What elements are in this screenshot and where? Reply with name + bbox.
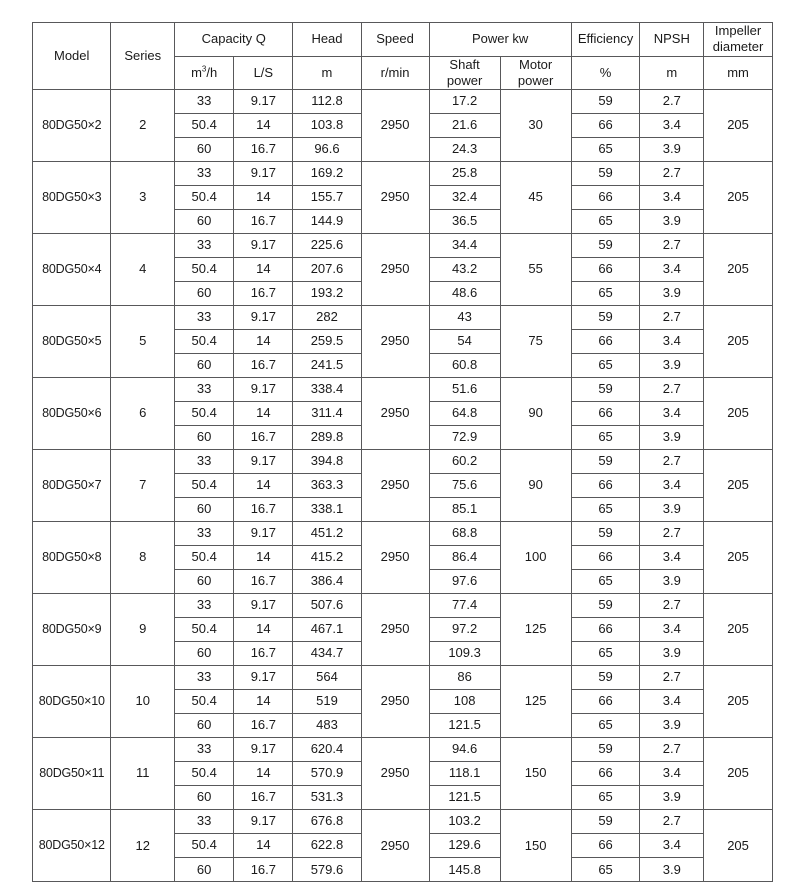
cell-efficiency: 59 [571, 594, 640, 618]
cell-model: 80DG50×8 [33, 522, 111, 594]
cell-npsh: 3.9 [640, 354, 704, 378]
cell-capacity-m3h: 33 [175, 810, 234, 834]
table-row [33, 810, 773, 834]
cell-shaft-power: 60.8 [429, 354, 500, 378]
cell-capacity-ls: 16.7 [234, 426, 293, 450]
cell-speed: 2950 [361, 162, 429, 234]
cell-efficiency: 59 [571, 738, 640, 762]
column-header-efficiency: Efficiency [571, 23, 640, 57]
cell-model: 80DG50×5 [33, 306, 111, 378]
cell-capacity-ls: 16.7 [234, 786, 293, 810]
cell-efficiency: 66 [571, 618, 640, 642]
cell-head: 451.2 [293, 522, 361, 546]
cell-shaft-power: 72.9 [429, 426, 500, 450]
cell-impeller-diameter: 205 [704, 450, 773, 522]
cell-capacity-ls: 16.7 [234, 138, 293, 162]
cell-npsh: 2.7 [640, 810, 704, 834]
cell-capacity-ls: 9.17 [234, 378, 293, 402]
motor-line-1: Motor [519, 56, 553, 72]
table-row [33, 90, 773, 114]
table-row [33, 594, 773, 618]
cell-efficiency: 66 [571, 546, 640, 570]
cell-efficiency: 65 [571, 498, 640, 522]
cell-capacity-ls: 9.17 [234, 234, 293, 258]
cell-efficiency: 59 [571, 666, 640, 690]
cell-shaft-power: 75.6 [429, 474, 500, 498]
cell-npsh: 3.4 [640, 618, 704, 642]
cell-motor-power: 45 [500, 162, 571, 234]
table-row [33, 306, 773, 330]
cell-model: 80DG50×9 [33, 594, 111, 666]
cell-npsh: 2.7 [640, 234, 704, 258]
cell-capacity-m3h: 33 [175, 306, 234, 330]
cell-efficiency: 66 [571, 834, 640, 858]
cell-capacity-ls: 14 [234, 186, 293, 210]
cell-efficiency: 59 [571, 378, 640, 402]
cell-head: 259.5 [293, 330, 361, 354]
impeller-line-2: diameter [712, 39, 764, 55]
cell-capacity-m3h: 50.4 [175, 114, 234, 138]
cell-shaft-power: 43.2 [429, 258, 500, 282]
cell-series: 12 [111, 810, 175, 882]
cell-capacity-ls: 16.7 [234, 570, 293, 594]
cell-capacity-m3h: 33 [175, 594, 234, 618]
cell-head: 507.6 [293, 594, 361, 618]
cell-npsh: 2.7 [640, 162, 704, 186]
cell-impeller-diameter: 205 [704, 522, 773, 594]
cell-head: 96.6 [293, 138, 361, 162]
cell-efficiency: 66 [571, 474, 640, 498]
cell-shaft-power: 34.4 [429, 234, 500, 258]
cell-impeller-diameter: 205 [704, 738, 773, 810]
cell-shaft-power: 25.8 [429, 162, 500, 186]
cell-capacity-m3h: 50.4 [175, 402, 234, 426]
cell-impeller-diameter: 205 [704, 810, 773, 882]
cell-head: 338.1 [293, 498, 361, 522]
cell-head: 386.4 [293, 570, 361, 594]
cell-shaft-power: 121.5 [429, 714, 500, 738]
cell-impeller-diameter: 205 [704, 666, 773, 738]
cell-shaft-power: 103.2 [429, 810, 500, 834]
cell-npsh: 3.4 [640, 114, 704, 138]
cell-shaft-power: 43 [429, 306, 500, 330]
cell-capacity-ls: 14 [234, 834, 293, 858]
cell-shaft-power: 86.4 [429, 546, 500, 570]
cell-efficiency: 65 [571, 786, 640, 810]
cell-head: 144.9 [293, 210, 361, 234]
cell-speed: 2950 [361, 738, 429, 810]
cell-head: 531.3 [293, 786, 361, 810]
column-header-npsh: NPSH [640, 23, 704, 57]
cell-head: 241.5 [293, 354, 361, 378]
cell-motor-power: 125 [500, 666, 571, 738]
cell-motor-power: 100 [500, 522, 571, 594]
cell-head: 620.4 [293, 738, 361, 762]
cell-head: 282 [293, 306, 361, 330]
table-row [33, 522, 773, 546]
cell-shaft-power: 86 [429, 666, 500, 690]
cell-series: 9 [111, 594, 175, 666]
table-row [33, 234, 773, 258]
cell-motor-power: 55 [500, 234, 571, 306]
cell-efficiency: 66 [571, 114, 640, 138]
cell-head: 207.6 [293, 258, 361, 282]
cell-model: 80DG50×3 [33, 162, 111, 234]
cell-head: 103.8 [293, 114, 361, 138]
cell-capacity-ls: 16.7 [234, 858, 293, 882]
cell-capacity-ls: 16.7 [234, 210, 293, 234]
cell-capacity-m3h: 50.4 [175, 618, 234, 642]
cell-capacity-ls: 16.7 [234, 714, 293, 738]
cell-capacity-m3h: 33 [175, 234, 234, 258]
cell-shaft-power: 97.2 [429, 618, 500, 642]
cell-motor-power: 125 [500, 594, 571, 666]
cell-efficiency: 66 [571, 762, 640, 786]
cell-efficiency: 65 [571, 282, 640, 306]
cell-capacity-m3h: 60 [175, 858, 234, 882]
cell-npsh: 2.7 [640, 450, 704, 474]
cell-head: 564 [293, 666, 361, 690]
column-header-npsh-unit: m [640, 56, 704, 90]
cell-npsh: 2.7 [640, 90, 704, 114]
unit-superscript-3: 3 [201, 64, 207, 74]
cell-shaft-power: 108 [429, 690, 500, 714]
cell-speed: 2950 [361, 378, 429, 450]
cell-efficiency: 59 [571, 90, 640, 114]
cell-series: 2 [111, 90, 175, 162]
cell-efficiency: 59 [571, 522, 640, 546]
cell-speed: 2950 [361, 810, 429, 882]
cell-npsh: 3.9 [640, 642, 704, 666]
cell-capacity-m3h: 60 [175, 642, 234, 666]
cell-capacity-m3h: 60 [175, 354, 234, 378]
cell-npsh: 2.7 [640, 594, 704, 618]
cell-impeller-diameter: 205 [704, 162, 773, 234]
cell-model: 80DG50×12 [33, 810, 111, 882]
cell-shaft-power: 17.2 [429, 90, 500, 114]
cell-shaft-power: 21.6 [429, 114, 500, 138]
cell-npsh: 3.4 [640, 546, 704, 570]
cell-capacity-ls: 9.17 [234, 594, 293, 618]
cell-shaft-power: 85.1 [429, 498, 500, 522]
cell-model: 80DG50×6 [33, 378, 111, 450]
shaft-line-1: Shaft [449, 56, 480, 72]
table-row [33, 666, 773, 690]
cell-shaft-power: 94.6 [429, 738, 500, 762]
pump-specification-table [32, 22, 773, 882]
cell-efficiency: 65 [571, 858, 640, 882]
cell-speed: 2950 [361, 594, 429, 666]
cell-series: 4 [111, 234, 175, 306]
cell-capacity-m3h: 60 [175, 282, 234, 306]
cell-model: 80DG50×2 [33, 90, 111, 162]
cell-motor-power: 150 [500, 738, 571, 810]
cell-model: 80DG50×7 [33, 450, 111, 522]
cell-capacity-ls: 9.17 [234, 666, 293, 690]
cell-capacity-ls: 14 [234, 474, 293, 498]
column-header-capacity: Capacity Q [175, 23, 293, 57]
cell-shaft-power: 60.2 [429, 450, 500, 474]
cell-motor-power: 75 [500, 306, 571, 378]
cell-model: 80DG50×4 [33, 234, 111, 306]
cell-speed: 2950 [361, 306, 429, 378]
cell-speed: 2950 [361, 666, 429, 738]
cell-npsh: 2.7 [640, 378, 704, 402]
cell-capacity-ls: 9.17 [234, 162, 293, 186]
table-row [33, 450, 773, 474]
cell-capacity-m3h: 60 [175, 714, 234, 738]
cell-head: 467.1 [293, 618, 361, 642]
cell-motor-power: 90 [500, 450, 571, 522]
cell-npsh: 3.9 [640, 786, 704, 810]
cell-efficiency: 65 [571, 354, 640, 378]
cell-capacity-ls: 14 [234, 618, 293, 642]
cell-head: 434.7 [293, 642, 361, 666]
cell-head: 169.2 [293, 162, 361, 186]
column-header-series: Series [111, 23, 175, 90]
cell-capacity-ls: 14 [234, 402, 293, 426]
cell-capacity-m3h: 60 [175, 498, 234, 522]
cell-capacity-ls: 14 [234, 546, 293, 570]
cell-npsh: 3.4 [640, 402, 704, 426]
cell-efficiency: 59 [571, 450, 640, 474]
cell-shaft-power: 77.4 [429, 594, 500, 618]
cell-capacity-m3h: 33 [175, 522, 234, 546]
cell-capacity-m3h: 50.4 [175, 762, 234, 786]
column-header-impeller [704, 23, 773, 57]
cell-npsh: 3.4 [640, 330, 704, 354]
cell-capacity-ls: 9.17 [234, 90, 293, 114]
cell-npsh: 3.4 [640, 186, 704, 210]
cell-npsh: 3.9 [640, 138, 704, 162]
cell-npsh: 3.4 [640, 762, 704, 786]
cell-efficiency: 65 [571, 426, 640, 450]
cell-speed: 2950 [361, 522, 429, 594]
cell-efficiency: 66 [571, 402, 640, 426]
cell-shaft-power: 24.3 [429, 138, 500, 162]
column-header-impeller-unit: mm [704, 56, 773, 90]
cell-shaft-power: 68.8 [429, 522, 500, 546]
cell-capacity-ls: 9.17 [234, 738, 293, 762]
cell-capacity-ls: 14 [234, 258, 293, 282]
cell-capacity-ls: 16.7 [234, 282, 293, 306]
cell-efficiency: 65 [571, 714, 640, 738]
cell-head: 676.8 [293, 810, 361, 834]
cell-efficiency: 59 [571, 234, 640, 258]
cell-series: 11 [111, 738, 175, 810]
unit-per-hour: /h [206, 64, 218, 80]
cell-npsh: 2.7 [640, 738, 704, 762]
cell-speed: 2950 [361, 450, 429, 522]
column-header-efficiency-unit: % [571, 56, 640, 90]
column-header-head-unit: m [293, 56, 361, 90]
cell-npsh: 3.9 [640, 858, 704, 882]
cell-efficiency: 59 [571, 162, 640, 186]
table-body [33, 90, 773, 882]
unit-m: m [191, 64, 202, 80]
cell-capacity-ls: 14 [234, 114, 293, 138]
cell-efficiency: 66 [571, 186, 640, 210]
table-header [33, 23, 773, 90]
column-header-shaft-power [429, 56, 500, 90]
cell-npsh: 3.9 [640, 426, 704, 450]
cell-shaft-power: 109.3 [429, 642, 500, 666]
cell-series: 10 [111, 666, 175, 738]
cell-shaft-power: 36.5 [429, 210, 500, 234]
cell-capacity-ls: 9.17 [234, 522, 293, 546]
table-row [33, 378, 773, 402]
column-header-power: Power kw [429, 23, 571, 57]
cell-npsh: 3.4 [640, 258, 704, 282]
cell-capacity-ls: 14 [234, 330, 293, 354]
cell-head: 338.4 [293, 378, 361, 402]
cell-head: 112.8 [293, 90, 361, 114]
cell-npsh: 3.4 [640, 690, 704, 714]
cell-shaft-power: 129.6 [429, 834, 500, 858]
column-header-model: Model [33, 23, 111, 90]
cell-shaft-power: 54 [429, 330, 500, 354]
cell-npsh: 2.7 [640, 666, 704, 690]
column-header-motor-power [500, 56, 571, 90]
cell-motor-power: 30 [500, 90, 571, 162]
cell-impeller-diameter: 205 [704, 90, 773, 162]
cell-capacity-m3h: 60 [175, 138, 234, 162]
cell-efficiency: 65 [571, 138, 640, 162]
column-header-capacity-ls: L/S [234, 56, 293, 90]
cell-capacity-m3h: 60 [175, 570, 234, 594]
cell-head: 622.8 [293, 834, 361, 858]
cell-speed: 2950 [361, 90, 429, 162]
cell-head: 225.6 [293, 234, 361, 258]
cell-shaft-power: 118.1 [429, 762, 500, 786]
cell-motor-power: 90 [500, 378, 571, 450]
cell-capacity-ls: 16.7 [234, 354, 293, 378]
cell-impeller-diameter: 205 [704, 594, 773, 666]
cell-efficiency: 59 [571, 306, 640, 330]
cell-capacity-m3h: 60 [175, 210, 234, 234]
cell-head: 289.8 [293, 426, 361, 450]
cell-efficiency: 66 [571, 690, 640, 714]
cell-npsh: 2.7 [640, 522, 704, 546]
cell-series: 5 [111, 306, 175, 378]
impeller-line-1: Impeller [714, 23, 762, 38]
cell-capacity-m3h: 33 [175, 378, 234, 402]
cell-capacity-m3h: 50.4 [175, 474, 234, 498]
cell-series: 8 [111, 522, 175, 594]
cell-capacity-m3h: 50.4 [175, 546, 234, 570]
cell-head: 193.2 [293, 282, 361, 306]
table-row [33, 738, 773, 762]
cell-capacity-ls: 14 [234, 762, 293, 786]
table-row [33, 162, 773, 186]
cell-series: 7 [111, 450, 175, 522]
cell-capacity-m3h: 50.4 [175, 186, 234, 210]
cell-capacity-m3h: 50.4 [175, 834, 234, 858]
cell-capacity-ls: 16.7 [234, 498, 293, 522]
cell-shaft-power: 97.6 [429, 570, 500, 594]
cell-shaft-power: 121.5 [429, 786, 500, 810]
cell-head: 311.4 [293, 402, 361, 426]
cell-capacity-ls: 9.17 [234, 306, 293, 330]
cell-capacity-ls: 14 [234, 690, 293, 714]
cell-shaft-power: 48.6 [429, 282, 500, 306]
cell-series: 6 [111, 378, 175, 450]
cell-head: 363.3 [293, 474, 361, 498]
cell-npsh: 3.9 [640, 210, 704, 234]
motor-line-2: power [517, 72, 554, 88]
cell-shaft-power: 145.8 [429, 858, 500, 882]
column-header-capacity-m3h [175, 56, 234, 90]
cell-npsh: 3.4 [640, 474, 704, 498]
cell-npsh: 3.9 [640, 498, 704, 522]
cell-npsh: 3.9 [640, 714, 704, 738]
cell-capacity-m3h: 50.4 [175, 258, 234, 282]
cell-head: 415.2 [293, 546, 361, 570]
column-header-head: Head [293, 23, 361, 57]
cell-capacity-m3h: 50.4 [175, 690, 234, 714]
cell-capacity-m3h: 33 [175, 738, 234, 762]
cell-npsh: 3.9 [640, 570, 704, 594]
cell-capacity-m3h: 60 [175, 426, 234, 450]
cell-efficiency: 65 [571, 210, 640, 234]
cell-motor-power: 150 [500, 810, 571, 882]
cell-capacity-ls: 9.17 [234, 450, 293, 474]
shaft-line-2: power [446, 72, 483, 88]
cell-capacity-m3h: 33 [175, 666, 234, 690]
cell-impeller-diameter: 205 [704, 378, 773, 450]
cell-shaft-power: 51.6 [429, 378, 500, 402]
cell-head: 483 [293, 714, 361, 738]
cell-npsh: 3.4 [640, 834, 704, 858]
cell-efficiency: 65 [571, 642, 640, 666]
cell-npsh: 3.9 [640, 282, 704, 306]
cell-efficiency: 66 [571, 258, 640, 282]
cell-shaft-power: 32.4 [429, 186, 500, 210]
cell-head: 579.6 [293, 858, 361, 882]
header-row-top [33, 23, 773, 57]
cell-capacity-m3h: 60 [175, 786, 234, 810]
cell-impeller-diameter: 205 [704, 234, 773, 306]
cell-capacity-ls: 16.7 [234, 642, 293, 666]
column-header-speed: Speed [361, 23, 429, 57]
cell-model: 80DG50×11 [33, 738, 111, 810]
cell-head: 570.9 [293, 762, 361, 786]
column-header-speed-unit: r/min [361, 56, 429, 90]
cell-efficiency: 59 [571, 810, 640, 834]
cell-impeller-diameter: 205 [704, 306, 773, 378]
cell-head: 394.8 [293, 450, 361, 474]
cell-series: 3 [111, 162, 175, 234]
cell-capacity-ls: 9.17 [234, 810, 293, 834]
cell-capacity-m3h: 33 [175, 162, 234, 186]
cell-shaft-power: 64.8 [429, 402, 500, 426]
cell-npsh: 2.7 [640, 306, 704, 330]
cell-capacity-m3h: 33 [175, 90, 234, 114]
cell-speed: 2950 [361, 234, 429, 306]
cell-head: 155.7 [293, 186, 361, 210]
cell-head: 519 [293, 690, 361, 714]
cell-capacity-m3h: 33 [175, 450, 234, 474]
cell-efficiency: 66 [571, 330, 640, 354]
cell-capacity-m3h: 50.4 [175, 330, 234, 354]
cell-efficiency: 65 [571, 570, 640, 594]
cell-model: 80DG50×10 [33, 666, 111, 738]
